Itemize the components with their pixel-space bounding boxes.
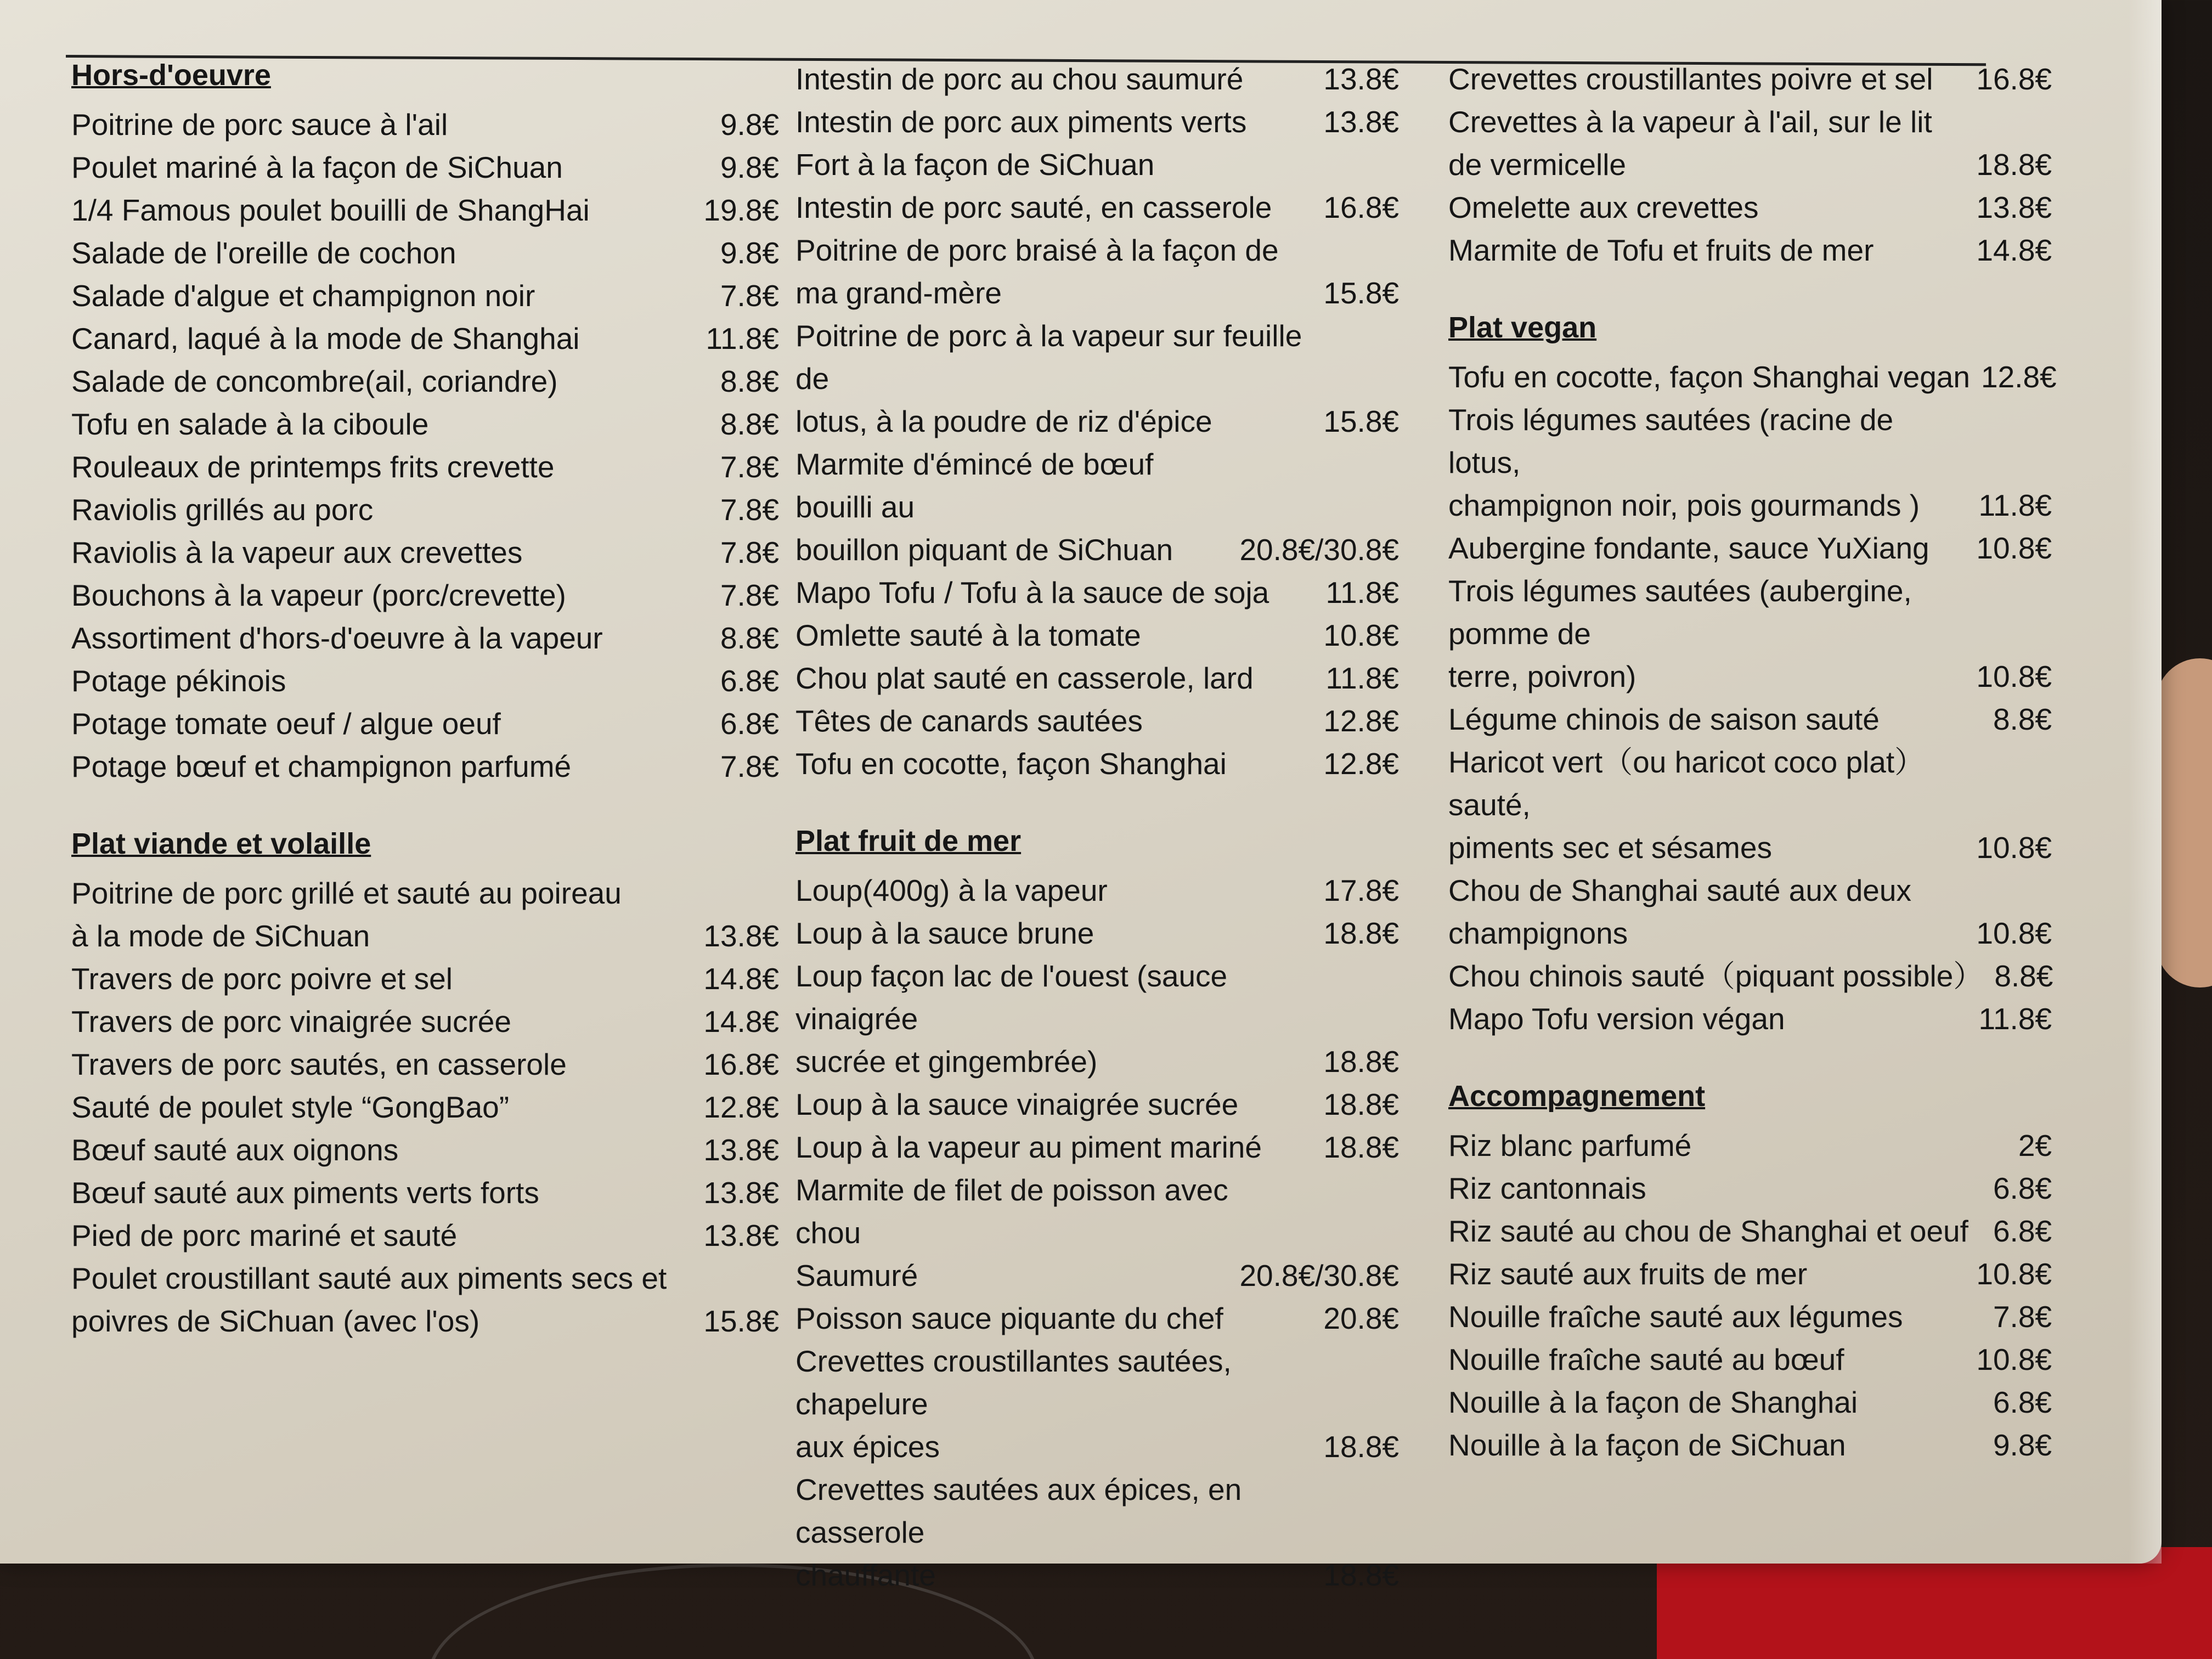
menu-item: [71, 617, 779, 659]
menu-item-price: 18.8€: [1323, 1130, 1399, 1164]
menu-item: [1448, 186, 2052, 229]
menu-item-price: 10.8€: [1976, 916, 2052, 950]
menu-item-name: Nouille à la façon de SiChuan: [1448, 1427, 1846, 1462]
menu-item-name: Trois légumes sautées (racine de lotus, champignon noir, pois gourmands ): [1448, 402, 1920, 522]
menu-column-right: [1448, 58, 2057, 1466]
menu-item: [71, 872, 779, 957]
menu-item: [1448, 527, 2052, 569]
menu-item: [1448, 398, 2052, 527]
menu-item-name: Potage tomate oeuf / algue oeuf: [71, 706, 501, 741]
menu-item-price: 9.8€: [720, 150, 779, 184]
menu-item: [1448, 1252, 2052, 1295]
menu-item-name: Potage bœuf et champignon parfumé: [71, 749, 572, 783]
menu-item-price: 13.8€: [1323, 62, 1399, 96]
menu-item: [795, 571, 1399, 614]
menu-item-price: 16.8€: [1976, 62, 2052, 96]
menu-item-name: Chou de Shanghai sauté aux deux champignons: [1448, 873, 1911, 950]
menu-item-name: Chou chinois sauté（piquant possible）: [1448, 958, 1984, 993]
menu-item: [71, 103, 779, 146]
menu-item-name: Riz sauté au chou de Shanghai et oeuf: [1448, 1214, 1968, 1248]
menu-item: [1448, 569, 2052, 698]
menu-item-name: Bœuf sauté aux oignons: [71, 1132, 399, 1167]
menu-item-name: Poitrine de porc grillé et sauté au poireau à la mode de SiChuan: [71, 876, 622, 953]
menu-item-price: 8.8€: [1994, 958, 2053, 993]
section-spacer: [71, 788, 779, 826]
menu-item-name: Riz sauté aux fruits de mer: [1448, 1256, 1808, 1291]
menu-item-price: 8.8€: [720, 620, 779, 655]
section-spacer: [795, 785, 1399, 823]
menu-item: [795, 699, 1399, 742]
menu-item-name: Intestin de porc sauté, en casserole: [795, 190, 1272, 224]
menu-item-name: Travers de porc poivre et sel: [71, 961, 453, 996]
menu-item-price: 11.8€: [1978, 1001, 2052, 1036]
menu-item-name: Marmite de filet de poisson avec chou Saumuré: [795, 1172, 1228, 1293]
menu-item: [795, 1297, 1399, 1340]
menu-item-name: Pied de porc mariné et sauté: [71, 1218, 458, 1252]
menu-item-price: 8.8€: [720, 364, 779, 398]
menu-item-price: 20.8€/30.8€: [1239, 533, 1399, 567]
menu-item-price: 18.8€: [1323, 1558, 1399, 1592]
menu-item-price: 18.8€: [1323, 916, 1399, 950]
menu-item-price: 13.8€: [1976, 190, 2052, 224]
menu-item-price: 10.8€: [1976, 659, 2052, 693]
menu-item: [71, 1000, 779, 1043]
menu-item-name: Nouille fraîche sauté aux légumes: [1448, 1299, 1903, 1334]
menu-item-price: 8.8€: [720, 407, 779, 441]
menu-item-price: 7.8€: [720, 535, 779, 569]
menu-item: [1448, 1210, 2052, 1252]
menu-item-name: Raviolis à la vapeur aux crevettes: [71, 535, 523, 569]
menu-item: [795, 1169, 1399, 1297]
menu-item-name: Salade de concombre(ail, coriandre): [71, 364, 558, 398]
menu-item-price: 18.8€: [1976, 148, 2052, 182]
menu-item: [1448, 1338, 2052, 1381]
menu-item-price: 6.8€: [1993, 1385, 2052, 1419]
menu-item-price: 8.8€: [1993, 702, 2052, 736]
menu-item-name: Poulet mariné à la façon de SiChuan: [71, 150, 563, 184]
menu-item-price: 16.8€: [703, 1047, 779, 1081]
menu-item: [71, 1128, 779, 1171]
menu-item-price: 15.8€: [1323, 276, 1399, 310]
menu-item-name: Têtes de canards sautées: [795, 704, 1143, 738]
menu-item-name: Loup à la sauce vinaigrée sucrée: [795, 1087, 1239, 1121]
menu-item: [1448, 1381, 2052, 1424]
menu-item: [795, 1083, 1399, 1126]
menu-item-name: Crevettes sautées aux épices, en casserole chauffante: [795, 1472, 1242, 1592]
menu-item: [71, 317, 779, 360]
menu-item-name: Sauté de poulet style “GongBao”: [71, 1090, 510, 1124]
menu-item: [1448, 698, 2052, 741]
menu-item-price: 9.8€: [1993, 1427, 2052, 1462]
menu-item: [71, 189, 779, 232]
menu-item-price: 7.8€: [720, 578, 779, 612]
menu-item-name: Bœuf sauté aux piments verts forts: [71, 1175, 539, 1210]
menu-item-price: 6.8€: [720, 663, 779, 698]
right-thumb: [2156, 658, 2212, 988]
menu-item-name: Bouchons à la vapeur (porc/crevette): [71, 578, 566, 612]
menu-item-name: Intestin de porc aux piments verts: [795, 105, 1247, 139]
menu-item-price: 6.8€: [1993, 1171, 2052, 1205]
menu-item: [795, 869, 1399, 912]
menu-item-name: Loup à la vapeur au piment mariné: [795, 1130, 1262, 1164]
menu-item-name: Poulet croustillant sauté aux piments secs et poivres de SiChuan (avec l'os): [71, 1261, 667, 1338]
menu-item: [1448, 955, 2052, 997]
menu-item-name: Chou plat sauté en casserole, lard: [795, 661, 1254, 695]
menu-item-name: Omlette sauté à la tomate: [795, 618, 1141, 652]
menu-item: [71, 957, 779, 1000]
menu-item-price: 14.8€: [1976, 233, 2052, 267]
menu-item-name: Tofu en cocotte, façon Shanghai: [795, 747, 1227, 781]
menu-item-price: 13.8€: [703, 1132, 779, 1167]
menu-item-price: 11.8€: [1325, 575, 1399, 610]
menu-item-price: 14.8€: [703, 961, 779, 996]
menu-item-name: Poitrine de porc sauce à l'ail: [71, 107, 448, 142]
menu-item-price: 6.8€: [720, 706, 779, 741]
menu-item-price: 17.8€: [1323, 873, 1399, 907]
section-title-hors-d-oeuvre: Hors-d'oeuvre: [71, 59, 271, 92]
menu-item-price: 11.8€: [1978, 488, 2052, 522]
menu-item: [71, 702, 779, 745]
menu-item-price: 19.8€: [703, 193, 779, 227]
menu-item: [1448, 1424, 2052, 1466]
menu-item-price: 18.8€: [1323, 1429, 1399, 1464]
menu-item-name: Assortiment d'hors-d'oeuvre à la vapeur: [71, 620, 603, 655]
menu-item-price: 7.8€: [720, 492, 779, 527]
menu-item-name: Crevettes croustillantes poivre et sel: [1448, 62, 1933, 96]
menu-item-price: 9.8€: [720, 235, 779, 270]
menu-item: [71, 745, 779, 788]
menu-item-price: 10.8€: [1323, 618, 1399, 652]
menu-item-price: 10.8€: [1976, 830, 2052, 865]
menu-item-price: 18.8€: [1323, 1087, 1399, 1121]
menu-item: [795, 58, 1399, 100]
menu-item: [795, 1340, 1399, 1468]
menu-item-name: Loup façon lac de l'ouest (sauce vinaigrée sucrée et gingembrée): [795, 958, 1228, 1079]
menu-item: [1448, 58, 2052, 100]
section-title-plat-vegan: Plat vegan: [1448, 311, 1597, 344]
menu-item-name: 1/4 Famous poulet bouilli de ShangHai: [71, 193, 590, 227]
menu-item-price: 7.8€: [720, 749, 779, 783]
menu-item-price: 7.8€: [720, 278, 779, 313]
menu-item-name: Omelette aux crevettes: [1448, 190, 1759, 224]
menu-item: [71, 1257, 779, 1342]
menu-item-name: Travers de porc sautés, en casserole: [71, 1047, 567, 1081]
menu-item: [795, 742, 1399, 785]
menu-item-name: Tofu en cocotte, façon Shanghai vegan: [1448, 359, 1970, 394]
menu-item: [795, 186, 1399, 229]
menu-item-price: 15.8€: [703, 1304, 779, 1338]
menu-item-name: Loup à la sauce brune: [795, 916, 1094, 950]
menu-item-price: 20.8€/30.8€: [1239, 1258, 1399, 1293]
menu-item-name: Haricot vert（ou haricot coco plat） sauté, piments sec et sésames: [1448, 744, 1925, 865]
menu-item-price: 13.8€: [703, 1175, 779, 1210]
menu-item: [1448, 229, 2052, 272]
section-spacer: [1448, 272, 2052, 310]
menu-column-middle: [795, 58, 1399, 1596]
menu-column-left: [71, 58, 779, 1342]
menu-item-price: 12.8€: [1980, 359, 2057, 394]
menu-item-price: 10.8€: [1976, 531, 2052, 565]
menu-item-name: Riz cantonnais: [1448, 1171, 1646, 1205]
menu-item-name: Canard, laqué à la mode de Shanghai: [71, 321, 580, 356]
menu-item-name: Tofu en salade à la ciboule: [71, 407, 429, 441]
menu-item: [1448, 869, 2052, 955]
menu-item: [1448, 1295, 2052, 1338]
menu-item: [795, 614, 1399, 657]
menu-item-name: Légume chinois de saison sauté: [1448, 702, 1880, 736]
menu-item-name: Fort à la façon de SiChuan: [795, 148, 1155, 182]
menu-item: [795, 1468, 1399, 1596]
menu-item-name: Crevettes croustillantes sautées, chapelure aux épices: [795, 1344, 1232, 1464]
menu-item: [795, 143, 1399, 186]
menu-item: [71, 360, 779, 403]
menu-item-price: 18.8€: [1323, 1044, 1399, 1079]
menu-item-price: 6.8€: [1993, 1214, 2052, 1248]
menu-item-name: Trois légumes sautées (aubergine, pomme de terre, poivron): [1448, 573, 1912, 693]
menu-item: [71, 445, 779, 488]
section-spacer: [1448, 1040, 2052, 1079]
menu-item-name: Travers de porc vinaigrée sucrée: [71, 1004, 511, 1039]
menu-item-name: Loup(400g) à la vapeur: [795, 873, 1108, 907]
menu-item: [1448, 100, 2052, 186]
menu-item-name: Mapo Tofu / Tofu à la sauce de soja: [795, 575, 1269, 610]
menu-item-price: 14.8€: [703, 1004, 779, 1039]
menu-item: [71, 1086, 779, 1128]
menu-item-price: 12.8€: [1323, 704, 1399, 738]
menu-item: [71, 531, 779, 574]
menu-item: [1448, 356, 2057, 398]
menu-item-price: 13.8€: [703, 918, 779, 953]
menu-item-price: 10.8€: [1976, 1342, 2052, 1376]
menu-item-name: Marmite de Tofu et fruits de mer: [1448, 233, 1874, 267]
menu-item-name: Intestin de porc au chou saumuré: [795, 62, 1244, 96]
menu-item: [795, 1126, 1399, 1169]
menu-item: [71, 146, 779, 189]
menu-item-price: 12.8€: [703, 1090, 779, 1124]
menu-item: [795, 229, 1399, 314]
menu-item-name: Rouleaux de printemps frits crevette: [71, 449, 555, 484]
menu-item-name: Poitrine de porc à la vapeur sur feuille de lotus, à la poudre de riz d'épice: [795, 319, 1302, 438]
menu-item-name: Poisson sauce piquante du chef: [795, 1301, 1223, 1335]
menu-item-price: 15.8€: [1323, 404, 1399, 438]
menu-item: [795, 955, 1399, 1083]
menu-item-price: 7.8€: [720, 449, 779, 484]
menu-item-name: Aubergine fondante, sauce YuXiang: [1448, 531, 1929, 565]
menu-item-price: 10.8€: [1976, 1256, 2052, 1291]
menu-item: [71, 274, 779, 317]
menu-item: [71, 1214, 779, 1257]
menu-item: [71, 1043, 779, 1086]
menu-item-price: 20.8€: [1323, 1301, 1399, 1335]
red-placemat: [1657, 1547, 2212, 1659]
menu-item: [71, 232, 779, 274]
menu-item-name: Crevettes à la vapeur à l'ail, sur le lit de vermicelle: [1448, 105, 1932, 182]
menu-item: [795, 657, 1399, 699]
menu-item: [71, 659, 779, 702]
menu-item-price: 11.8€: [706, 321, 779, 356]
menu-item-name: Raviolis grillés au porc: [71, 492, 374, 527]
menu-item: [795, 443, 1399, 571]
menu-item-price: 7.8€: [1993, 1299, 2052, 1334]
menu-item-price: 13.8€: [1323, 105, 1399, 139]
menu-item-price: 13.8€: [703, 1218, 779, 1252]
menu-item: [71, 1171, 779, 1214]
menu-item: [1448, 1167, 2052, 1210]
menu-item-name: Salade d'algue et champignon noir: [71, 278, 535, 313]
menu-item-price: 12.8€: [1323, 747, 1399, 781]
menu-item-name: Nouille fraîche sauté au bœuf: [1448, 1342, 1844, 1376]
menu-item-name: Poitrine de porc braisé à la façon de ma grand-mère: [795, 233, 1279, 310]
menu-item-price: 2€: [2018, 1128, 2052, 1163]
menu-item-name: Marmite d'émincé de bœuf bouilli au bouillon piquant de SiChuan: [795, 447, 1173, 567]
section-title-accompagnement: Accompagnement: [1448, 1079, 1706, 1113]
menu-item: [1448, 1124, 2052, 1167]
section-title-plat-viande-et-volaille: Plat viande et volaille: [71, 827, 371, 860]
menu-item: [71, 574, 779, 617]
menu-item: [71, 488, 779, 531]
menu-item: [795, 912, 1399, 955]
menu-item: [795, 100, 1399, 143]
menu-item-name: Nouille à la façon de Shanghai: [1448, 1385, 1858, 1419]
menu-item-name: Salade de l'oreille de cochon: [71, 235, 456, 270]
menu-item-price: 9.8€: [720, 107, 779, 142]
menu-item: [1448, 997, 2052, 1040]
menu-item-name: Potage pékinois: [71, 663, 286, 698]
menu-item-price: 16.8€: [1323, 190, 1399, 224]
menu-item: [71, 403, 779, 445]
menu-item-name: Riz blanc parfumé: [1448, 1128, 1692, 1163]
menu-item: [1448, 741, 2052, 869]
menu-item-price: 11.8€: [1325, 661, 1399, 695]
menu-item-name: Mapo Tofu version végan: [1448, 1001, 1785, 1036]
section-title-plat-fruit-de-mer: Plat fruit de mer: [795, 825, 1022, 857]
menu-item: [795, 314, 1399, 443]
